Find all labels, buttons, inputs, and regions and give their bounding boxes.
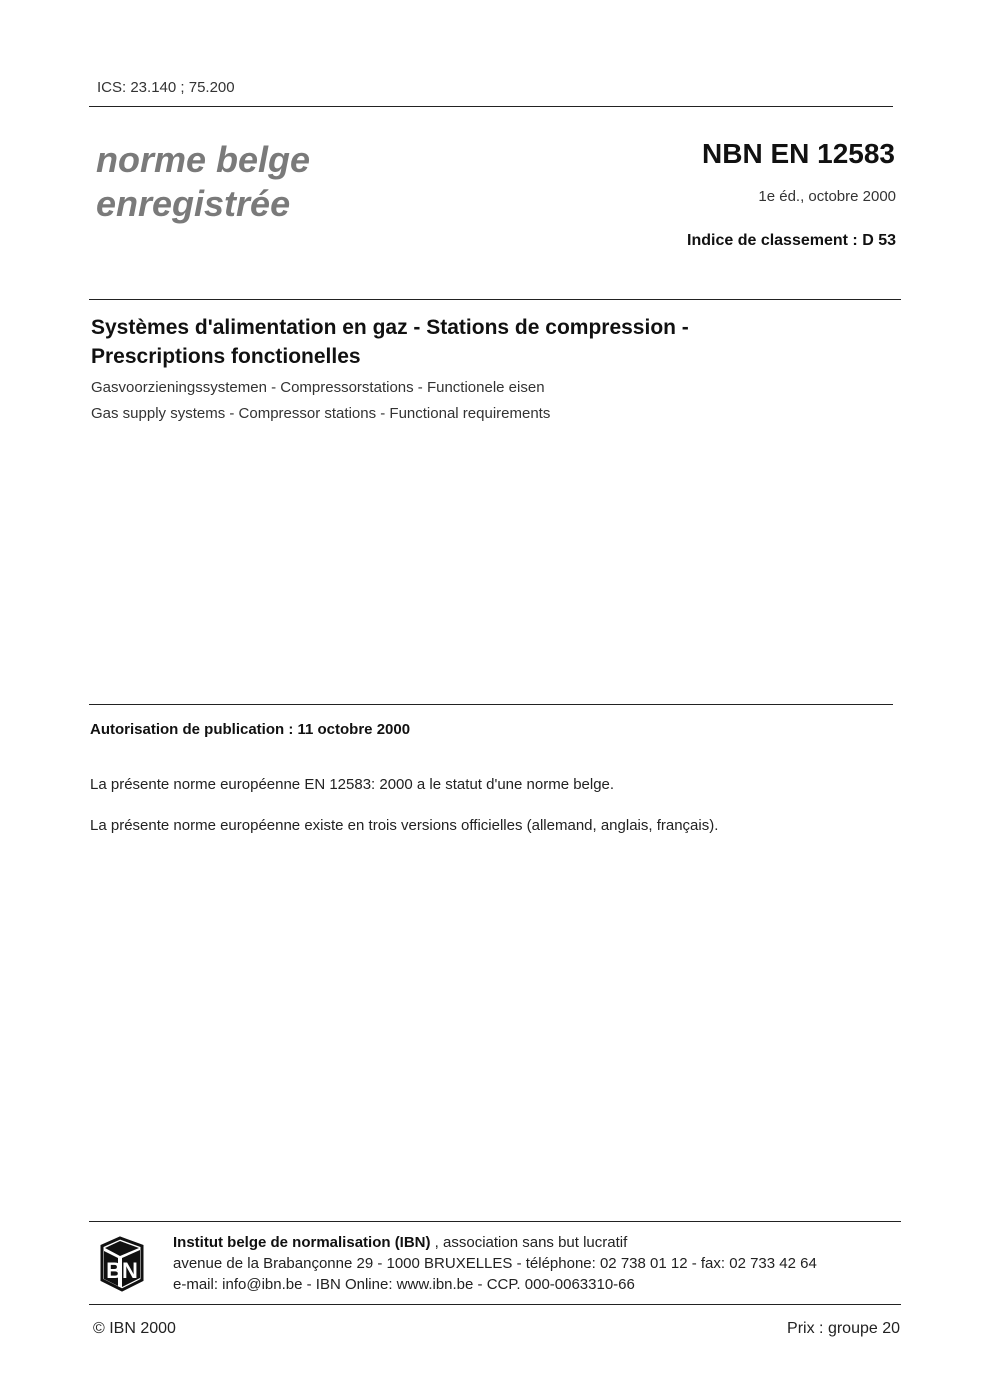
title-french-line-1: Systèmes d'alimentation en gaz - Stations de compression - [91,316,689,339]
price-group: Prix : groupe 20 [787,1320,900,1337]
versions-statement: La présente norme européenne existe en trois versions officielles (allemand, anglais, français). [90,817,719,834]
institute-contact: e-mail: info@ibn.be - IBN Online: www.ibn.be - CCP. 000-0063310-66 [173,1276,635,1293]
institute-info [173,1232,817,1295]
title-divider [89,299,901,300]
title-dutch: Gasvoorzieningssystemen - Compressorstations - Functionele eisen [91,379,545,396]
brand-line-1: norme belge [96,139,311,180]
brand-title [96,138,310,226]
classification-index: Indice de classement : D 53 [687,232,896,249]
ics-code: ICS: 23.140 ; 75.200 [97,79,235,96]
edition-date: 1e éd., octobre 2000 [758,188,896,205]
publication-authorization: Autorisation de publication : 11 octobre 2000 [90,721,411,738]
title-french [91,313,689,371]
bottom-divider [89,1304,901,1305]
copyright-notice: © IBN 2000 [93,1320,176,1337]
brand-line-2: enregistrée [96,183,291,224]
title-french-line-2: Prescriptions fonctionelles [91,345,361,368]
status-statement: La présente norme européenne EN 12583: 2000 a le statut d'une norme belge. [90,776,615,793]
publication-divider [89,704,893,705]
institute-name: Institut belge de normalisation (IBN) [173,1234,431,1251]
institute-status: , association sans but lucratif [430,1234,628,1251]
logo-letters: BN [106,1258,138,1283]
institute-address: avenue de la Brabançonne 29 - 1000 BRUXELLES - téléphone: 02 738 01 12 - fax: 02 733 42 64 [173,1255,817,1272]
footer-divider [89,1221,901,1222]
ibn-logo-icon [96,1236,148,1292]
standard-number: NBN EN 12583 [702,138,895,169]
title-english: Gas supply systems - Compressor stations - Functional requirements [91,405,551,422]
header-divider [89,106,893,107]
institute-line [173,1232,817,1253]
